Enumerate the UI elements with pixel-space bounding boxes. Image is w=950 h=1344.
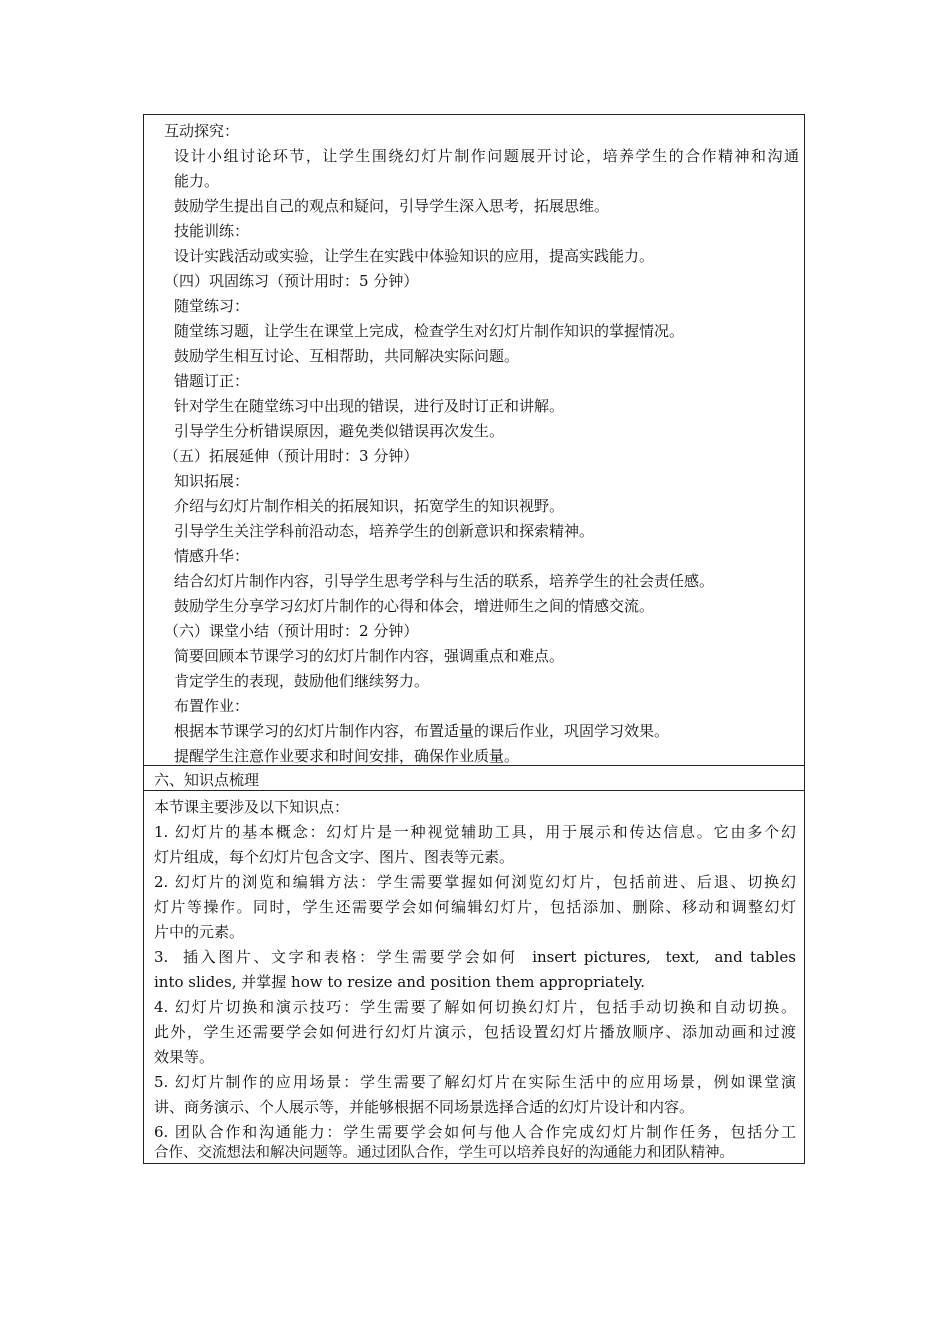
paragraph-line: 肯定学生的表现，鼓励他们继续努力。 <box>174 672 430 690</box>
paragraph-line: 针对学生在随堂练习中出现的错误，进行及时订正和讲解。 <box>174 397 565 415</box>
section-heading-summary: （六）课堂小结（预计用时：2 分钟） <box>164 622 419 640</box>
section-heading-extension: （五）拓展延伸（预计用时：3 分钟） <box>164 447 419 465</box>
list-item: 4. 幻灯片切换和演示技巧：学生需要了解如何切换幻灯片，包括手动切换和自动切换。 <box>154 998 796 1016</box>
list-item-continuation: 灯片等操作。同时，学生还需要学会如何编辑幻灯片，包括添加、删除、移动和调整幻灯 <box>154 898 796 916</box>
section-heading-consolidation: （四）巩固练习（预计用时：5 分钟） <box>164 272 419 290</box>
subheading-in-class-practice: 随堂练习： <box>174 297 250 315</box>
paragraph-line: 结合幻灯片制作内容，引导学生思考学科与生活的联系，培养学生的社会责任感。 <box>174 572 715 590</box>
paragraph-line: 根据本节课学习的幻灯片制作内容，布置适量的课后作业，巩固学习效果。 <box>174 722 670 740</box>
list-item-continuation: 此外，学生还需要学会如何进行幻灯片演示，包括设置幻灯片播放顺序、添加动画和过渡 <box>154 1023 796 1041</box>
subheading-skill-training: 技能训练： <box>174 222 250 240</box>
paragraph-line: 本节课主要涉及以下知识点： <box>154 798 350 816</box>
paragraph-line: 介绍与幻灯片制作相关的拓展知识，拓宽学生的知识视野。 <box>174 497 565 515</box>
list-item: 3. 插入图片、文字和表格：学生需要学会如何 insert pictures, text, and tables <box>154 948 796 966</box>
paragraph-line: 提醒学生注意作业要求和时间安排，确保作业质量。 <box>174 747 520 765</box>
paragraph-line: 引导学生关注学科前沿动态，培养学生的创新意识和探索精神。 <box>174 522 595 540</box>
subheading-emotional-sublimation: 情感升华： <box>174 547 250 565</box>
list-item: 2. 幻灯片的浏览和编辑方法：学生需要掌握如何浏览幻灯片，包括前进、后退、切换幻 <box>154 873 796 891</box>
list-item-continuation: into slides, 并掌握 how to resize and position them appropriately. <box>154 973 646 991</box>
subheading-error-correction: 错题订正： <box>174 372 250 390</box>
paragraph-line: 随堂练习题，让学生在课堂上完成，检查学生对幻灯片制作知识的掌握情况。 <box>174 322 685 340</box>
paragraph-line: 鼓励学生分享学习幻灯片制作的心得和体会，增进师生之间的情感交流。 <box>174 597 655 615</box>
paragraph-line: 引导学生分析错误原因，避免类似错误再次发生。 <box>174 422 505 440</box>
list-item-continuation: 灯片组成，每个幻灯片包含文字、图片、图表等元素。 <box>154 848 515 866</box>
list-item-continuation: 合作、交流想法和解决问题等。通过团队合作，学生可以培养良好的沟通能力和团队精神。 <box>154 1145 734 1161</box>
subheading-interactive-inquiry: 互动探究： <box>164 122 240 140</box>
list-item: 1. 幻灯片的基本概念：幻灯片是一种视觉辅助工具，用于展示和传达信息。它由多个幻 <box>154 823 796 841</box>
paragraph-line: 设计实践活动或实验，让学生在实践中体验知识的应用，提高实践能力。 <box>174 247 655 265</box>
subheading-homework: 布置作业： <box>174 697 250 715</box>
list-item-continuation: 讲、商务演示、个人展示等，并能够根据不同场景选择合适的幻灯片设计和内容。 <box>154 1098 695 1116</box>
knowledge-points-heading: 六、知识点梳理 <box>154 771 260 789</box>
list-item-continuation: 片中的元素。 <box>154 923 245 941</box>
lesson-plan-table <box>143 114 805 1164</box>
subheading-knowledge-extension: 知识拓展： <box>174 472 250 490</box>
paragraph-line: 简要回顾本节课学习的幻灯片制作内容，强调重点和难点。 <box>174 647 565 665</box>
paragraph-line: 鼓励学生相互讨论、互相帮助，共同解决实际问题。 <box>174 347 520 365</box>
paragraph-line: 鼓励学生提出自己的观点和疑问，引导学生深入思考，拓展思维。 <box>174 197 610 215</box>
list-item: 5. 幻灯片制作的应用场景：学生需要了解幻灯片在实际生活中的应用场景，例如课堂演 <box>154 1073 796 1091</box>
list-item: 6. 团队合作和沟通能力：学生需要学会如何与他人合作完成幻灯片制作任务，包括分工 <box>154 1123 796 1141</box>
row-divider <box>144 790 804 791</box>
paragraph-line: 能力。 <box>174 172 220 190</box>
paragraph-line: 设计小组讨论环节，让学生围绕幻灯片制作问题展开讨论，培养学生的合作精神和沟通 <box>174 147 799 165</box>
row-divider <box>144 765 804 766</box>
list-item-continuation: 效果等。 <box>154 1048 215 1066</box>
